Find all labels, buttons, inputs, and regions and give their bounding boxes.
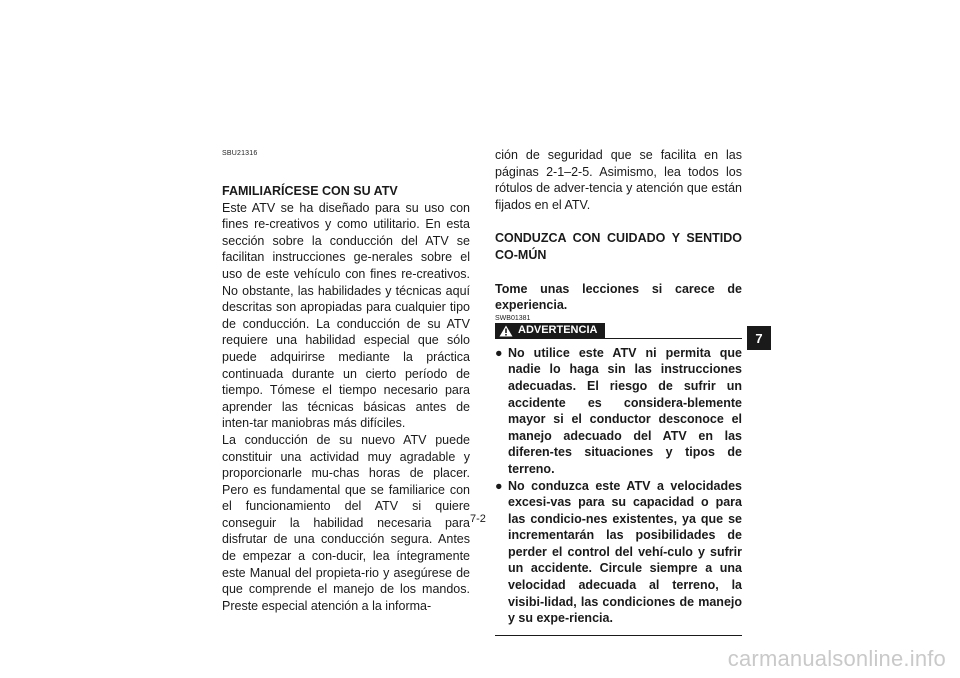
- watermark: carmanualsonline.info: [727, 646, 946, 671]
- list-item: [495, 478, 742, 627]
- chapter-tab: 7: [747, 326, 771, 350]
- warning-end-rule: [495, 635, 742, 636]
- warning-code: SWB01381: [495, 314, 531, 322]
- intro-paragraph: Este ATV se ha diseñado para su uso con fines re-creativos y como utilitario. En esta sección sobre la conducción del ATV se facilitan instrucciones ge-nerales sobre el uso de este vehículo con fines re-creativos. No obstante, las habilidades y técnicas aquí descritas son apropiadas para cualquier tipo de conducción. La conducción de su ATV requiere una habilidad especial que sólo puede adquirirse mediante la práctica continuada durante un cierto período de tiempo. Tómese el tiempo necesario para aprender las técnicas básicas antes de inten-tar maniobras más difíciles.: [222, 200, 470, 431]
- warning-triangle-icon: [499, 325, 513, 337]
- bullet-icon: ●: [495, 478, 503, 493]
- right-column: [495, 147, 742, 636]
- warning-label: ADVERTENCIA: [518, 324, 598, 337]
- list-item: [495, 345, 742, 478]
- warning-rule: [605, 338, 742, 339]
- warning-badge: [495, 323, 605, 339]
- left-column: [222, 183, 470, 614]
- subheading-lessons: Tome unas lecciones si carece de experiencia.: [495, 281, 742, 313]
- section-heading-ride: CONDUZCA CON CUIDADO Y SENTIDO CO-MÚN: [495, 231, 742, 262]
- section-code: SBU21316: [222, 150, 258, 157]
- continued-paragraph: ción de seguridad que se facilita en las páginas 2-1–2-5. Asimismo, lea todos los rótulos de adver-tencia y atención que están fijados en el ATV.: [495, 148, 742, 212]
- second-paragraph: La conducción de su nuevo ATV puede constituir una actividad muy agradable y proporcionarle mu-chas horas de placer. Pero es fundamental que se familiarice con el funcionamiento del ATV si quiere conseguir la habilidad necesaria para disfrutar de una conducción segura. Antes de empezar a con-ducir, lea íntegramente este Manual del propieta-rio y asegúrese de que comprende el manejo de los mandos. Preste especial atención a la informa-: [222, 432, 470, 613]
- list-item-text: No utilice este ATV ni permita que nadie lo haga sin las instrucciones adecuadas. El riesgo de sufrir un accidente es considera-blemente mayor si el conductor desconoce el manejo adecuado del ATV en las diferen-tes situaciones y tipos de terreno.: [508, 345, 742, 476]
- warning-header: [495, 323, 742, 341]
- section-heading: FAMILIARÍCESE CON SU ATV: [222, 184, 398, 198]
- warning-list: [495, 345, 742, 627]
- page-number: 7-2: [470, 513, 486, 525]
- bullet-icon: ●: [495, 345, 503, 360]
- list-item-text: No conduzca este ATV a velocidades excesi-vas para su capacidad o para las condicio-nes existentes, ya que se incrementarán las posibilidades de perder el control del vehí-culo y sufrir un accidente. Circule siempre a una velocidad adecuada al terreno, la visibi-lidad, las condiciones de manejo y su expe-riencia.: [508, 478, 742, 626]
